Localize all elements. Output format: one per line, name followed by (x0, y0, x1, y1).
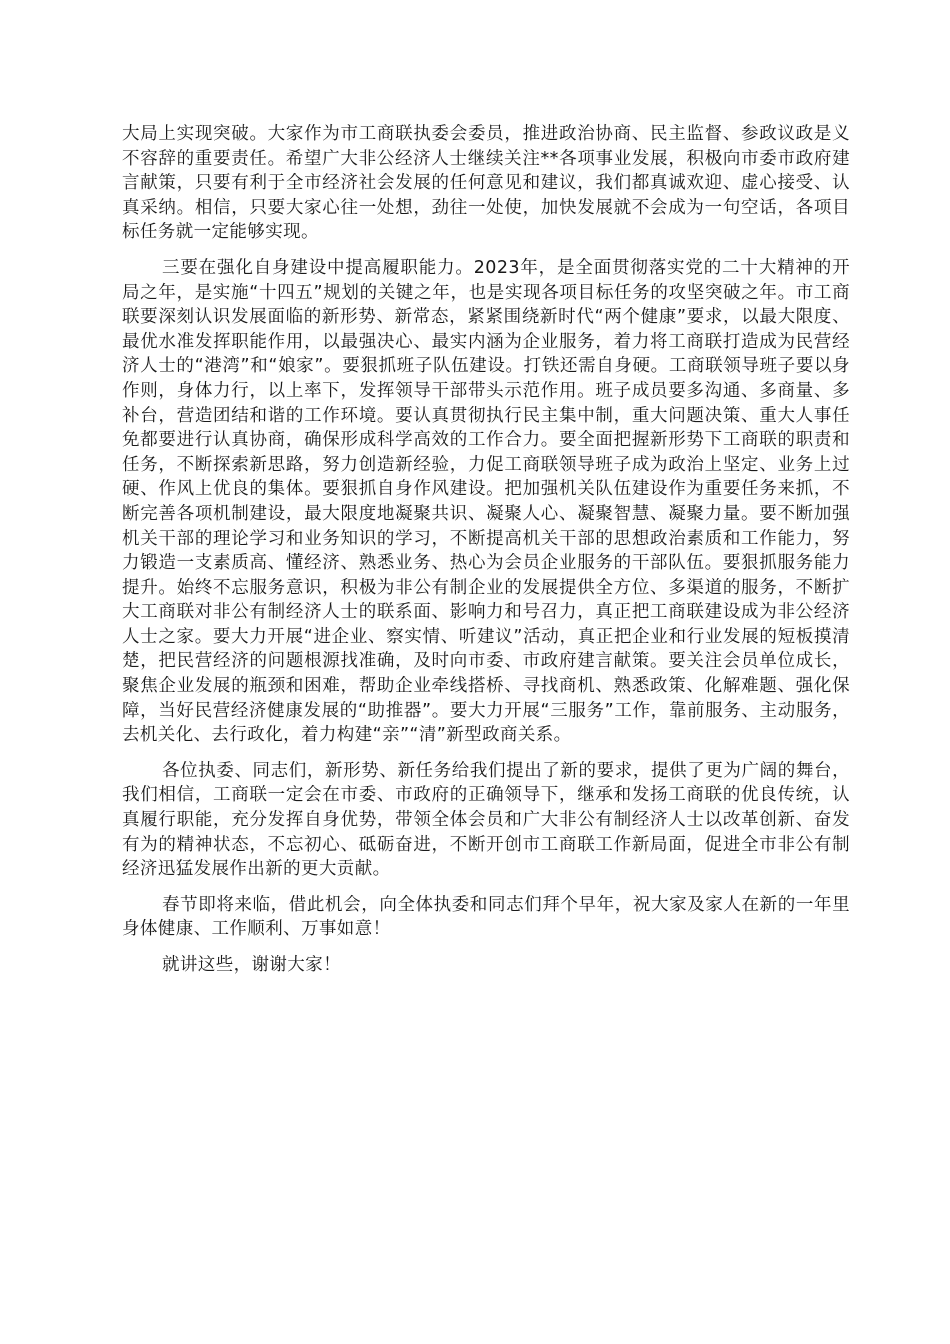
paragraph-address-members: 各位执委、同志们，新形势、新任务给我们提出了新的要求，提供了更为广阔的舞台，我们相信，工商联一定会在市委、市政府的正确领导下，继承和发扬工商联的优良传统，认真履行职能，充分发挥自身优势，带领全体会员和广大非公有制经济人士以改革创新、奋发有为的精神状态，不忘初心、砥砺奋进，不断开创市工商联工作新局面，促进全市非公有制经济迅猛发展作出新的更大贡献。 (122, 760, 850, 880)
paragraph-spring-festival: 春节即将来临，借此机会，向全体执委和同志们拜个早年，祝大家及家人在新的一年里身体健康、工作顺利、万事如意！ (122, 894, 850, 940)
paragraph-continuation: 大局上实现突破。大家作为市工商联执委会委员，推进政治协商、民主监督、参政议政是义不容辞的重要责任。希望广大非公经济人士继续关注**各项事业发展，积极向市委市政府建言献策，只要有利于全市经济社会发展的任何意见和建议，我们都真诚欢迎、虚心接受、认真采纳。相信，只要大家心往一处想，劲往一处使，加快发展就不会成为一句空话，各项目标任务就一定能够实现。 (122, 124, 850, 243)
paragraph-closing: 就讲这些，谢谢大家！ (162, 955, 341, 975)
document-body (122, 122, 850, 989)
paragraph-self-building: 三要在强化自身建设中提高履职能力。2023年，是全面贯彻落实党的二十大精神的开局之年，是实施“十四五”规划的关键之年，也是实现各项目标任务的攻坚突破之年。市工商联要深刻认识发展面临的新形势、新常态，紧紧围绕新时代“两个健康”要求，以最大限度、最优水准发挥职能作用，以最强决心、最实内涵为企业服务，着力将工商联打造成为民营经济人士的“港湾”和“娘家”。要狠抓班子队伍建设。打铁还需自身硬。工商联领导班子要以身作则，身体力行，以上率下，发挥领导干部带头示范作用。班子成员要多沟通、多商量、多补台，营造团结和谐的工作环境。要认真贯彻执行民主集中制，重大问题决策、重大人事任免都要进行认真协商，确保形成科学高效的工作合力。要全面把握新形势下工商联的职责和任务，不断探索新思路，努力创造新经验，力促工商联领导班子成为政治上坚定、业务上过硬、作风上优良的集体。要狠抓自身作风建设。把加强机关队伍建设作为重要任务来抓，不断完善各项机制建设，最大限度地凝聚共识、凝聚人心、凝聚智慧、凝聚力量。要不断加强机关干部的理论学习和业务知识的学习，不断提高机关干部的思想政治素质和工作能力，努力锻造一支素质高、懂经济、熟悉业务、热心为会员企业服务的干部队伍。要狠抓服务能力提升。始终不忘服务意识，积极为非公有制企业的发展提供全方位、多渠道的服务，不断扩大工商联对非公有制经济人士的联系面、影响力和号召力，真正把工商联建设成为非公经济人士之家。要大力开展“进企业、察实情、听建议”活动，真正把企业和行业发展的短板摸清楚，把民营经济的问题根源找准确，及时向市委、市政府建言献策。要关注会员单位成长，聚焦企业发展的瓶颈和困难，帮助企业牵线搭桥、寻找商机、熟悉政策、化解难题、强化保障，当好民营经济健康发展的“助推器”。要大力开展“三服务”工作，靠前服务、主动服务，去机关化、去行政化，着力构建“亲”“清”新型政商关系。 (122, 257, 850, 746)
